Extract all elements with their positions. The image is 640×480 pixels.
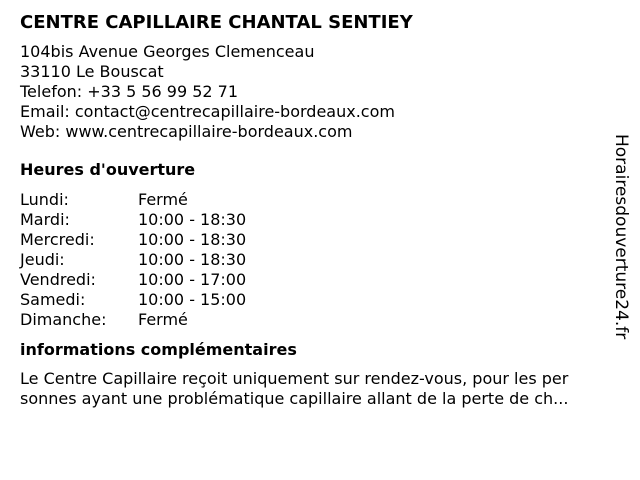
- time-value: 10:00 - 18:30: [138, 210, 247, 229]
- time-value: Fermé: [138, 190, 188, 209]
- hours-row-wednesday: [20, 230, 610, 250]
- time-value: 10:00 - 17:00: [138, 270, 247, 289]
- email-text: Email: contact@centrecapillaire-bordeaux.com: [20, 102, 395, 121]
- web-text: Web: www.centrecapillaire-bordeaux.com: [20, 122, 353, 141]
- day-label: Samedi:: [20, 290, 86, 309]
- time-value: Fermé: [138, 310, 188, 329]
- time-value: 10:00 - 18:30: [138, 230, 247, 249]
- business-card: [20, 10, 610, 409]
- hours-row-friday: [20, 270, 610, 290]
- info-line: sonnes ayant une problématique capillaire allant de la perte de ch...: [20, 389, 569, 408]
- contact-block: [20, 42, 610, 142]
- time-value: 10:00 - 15:00: [138, 290, 247, 309]
- day-label: Dimanche:: [20, 310, 107, 329]
- business-name: CENTRE CAPILLAIRE CHANTAL SENTIEY: [20, 12, 413, 33]
- time-value: 10:00 - 18:30: [138, 250, 247, 269]
- address-city: 33110 Le Bouscat: [20, 62, 164, 81]
- hours-row-sunday: [20, 310, 610, 330]
- hours-row-saturday: [20, 290, 610, 310]
- additional-info-text: [20, 369, 610, 409]
- day-label: Mardi:: [20, 210, 70, 229]
- hours-row-thursday: [20, 250, 610, 270]
- site-watermark: Horairesdouverture24.fr: [611, 134, 631, 340]
- opening-hours-table: [20, 190, 610, 330]
- hours-row-monday: [20, 190, 610, 210]
- day-label: Vendredi:: [20, 270, 96, 289]
- additional-info-heading: informations complémentaires: [20, 340, 297, 359]
- day-label: Mercredi:: [20, 230, 95, 249]
- opening-hours-heading: Heures d'ouverture: [20, 160, 196, 179]
- info-line: Le Centre Capillaire reçoit uniquement sur rendez-vous, pour les per: [20, 369, 569, 388]
- day-label: Lundi:: [20, 190, 69, 209]
- phone-text: Telefon: +33 5 56 99 52 71: [20, 82, 239, 101]
- day-label: Jeudi:: [20, 250, 65, 269]
- address-street: 104bis Avenue Georges Clemenceau: [20, 42, 315, 61]
- hours-row-tuesday: [20, 210, 610, 230]
